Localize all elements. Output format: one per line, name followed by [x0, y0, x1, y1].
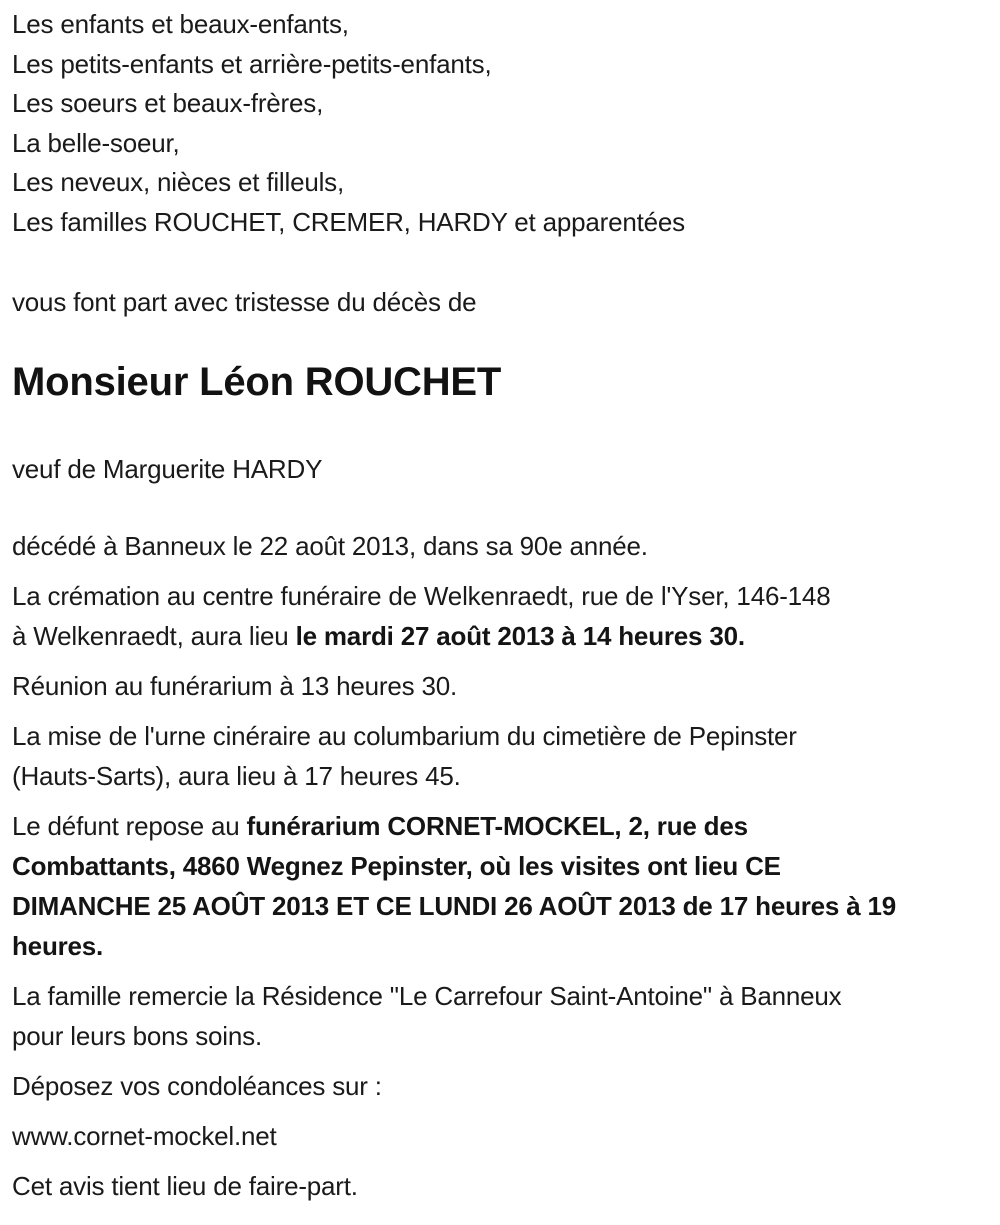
bold-text-segment: le mardi 27 août 2013 à 14 heures 30. [295, 621, 745, 651]
relative-line: Les familles ROUCHET, CREMER, HARDY et apparentées [12, 206, 685, 237]
notice-paragraph [12, 576, 988, 656]
text-segment: Le défunt repose au [12, 811, 247, 841]
notice-paragraph [12, 1066, 988, 1106]
notice-paragraph [12, 1166, 988, 1206]
notice-paragraph [12, 716, 988, 796]
bold-text-segment: heures. [12, 931, 104, 961]
text-segment: Réunion au funérarium à 13 heures 30. [12, 671, 458, 701]
bold-text-segment: Combattants, 4860 Wegnez Pepinster, où les visites ont lieu CE [12, 851, 781, 881]
notice-paragraph [12, 806, 988, 966]
bold-text-segment: DIMANCHE 25 AOÛT 2013 ET CE LUNDI 26 AOÛT 2013 de 17 heures à 19 [12, 891, 897, 921]
notice-paragraph [12, 976, 988, 1056]
paragraphs [12, 526, 988, 1206]
relative-line: Les soeurs et beaux-frères, [12, 88, 324, 118]
text-segment: La mise de l'urne cinéraire au columbarium du cimetière de Pepinster [12, 721, 797, 751]
text-segment: La famille remercie la Résidence "Le Carrefour Saint-Antoine" à Banneux [12, 981, 842, 1011]
relative-line: Les petits-enfants et arrière-petits-enfants, [12, 48, 492, 79]
announcement-line: vous font part avec tristesse du décès de [12, 287, 477, 317]
relatives-list [12, 5, 988, 242]
relative-line: Les enfants et beaux-enfants, [12, 9, 349, 39]
notice-paragraph [12, 1116, 988, 1156]
bold-text-segment: funérarium CORNET-MOCKEL, 2, rue des [246, 811, 748, 841]
text-segment: décédé à Banneux le 22 août 2013, dans sa 90e année. [12, 531, 648, 561]
text-segment: La crémation au centre funéraire de Welkenraedt, rue de l'Yser, 146-148 [12, 581, 831, 611]
text-segment: à Welkenraedt, aura lieu [12, 621, 296, 651]
website-url: www.cornet-mockel.net [12, 1121, 277, 1151]
relative-line: La belle-soeur, [12, 127, 180, 158]
text-segment: Cet avis tient lieu de faire-part. [12, 1171, 358, 1201]
relative-line: Les neveux, nièces et filleuls, [12, 167, 344, 197]
text-segment: (Hauts-Sarts), aura lieu à 17 heures 45. [12, 761, 461, 791]
text-segment: Déposez vos condoléances sur : [12, 1071, 382, 1101]
notice-paragraph [12, 526, 988, 566]
deceased-name: Monsieur Léon ROUCHET [12, 360, 502, 404]
text-segment: pour leurs bons soins. [12, 1021, 262, 1051]
widower-line: veuf de Marguerite HARDY [12, 454, 323, 484]
notice-paragraph [12, 666, 988, 706]
